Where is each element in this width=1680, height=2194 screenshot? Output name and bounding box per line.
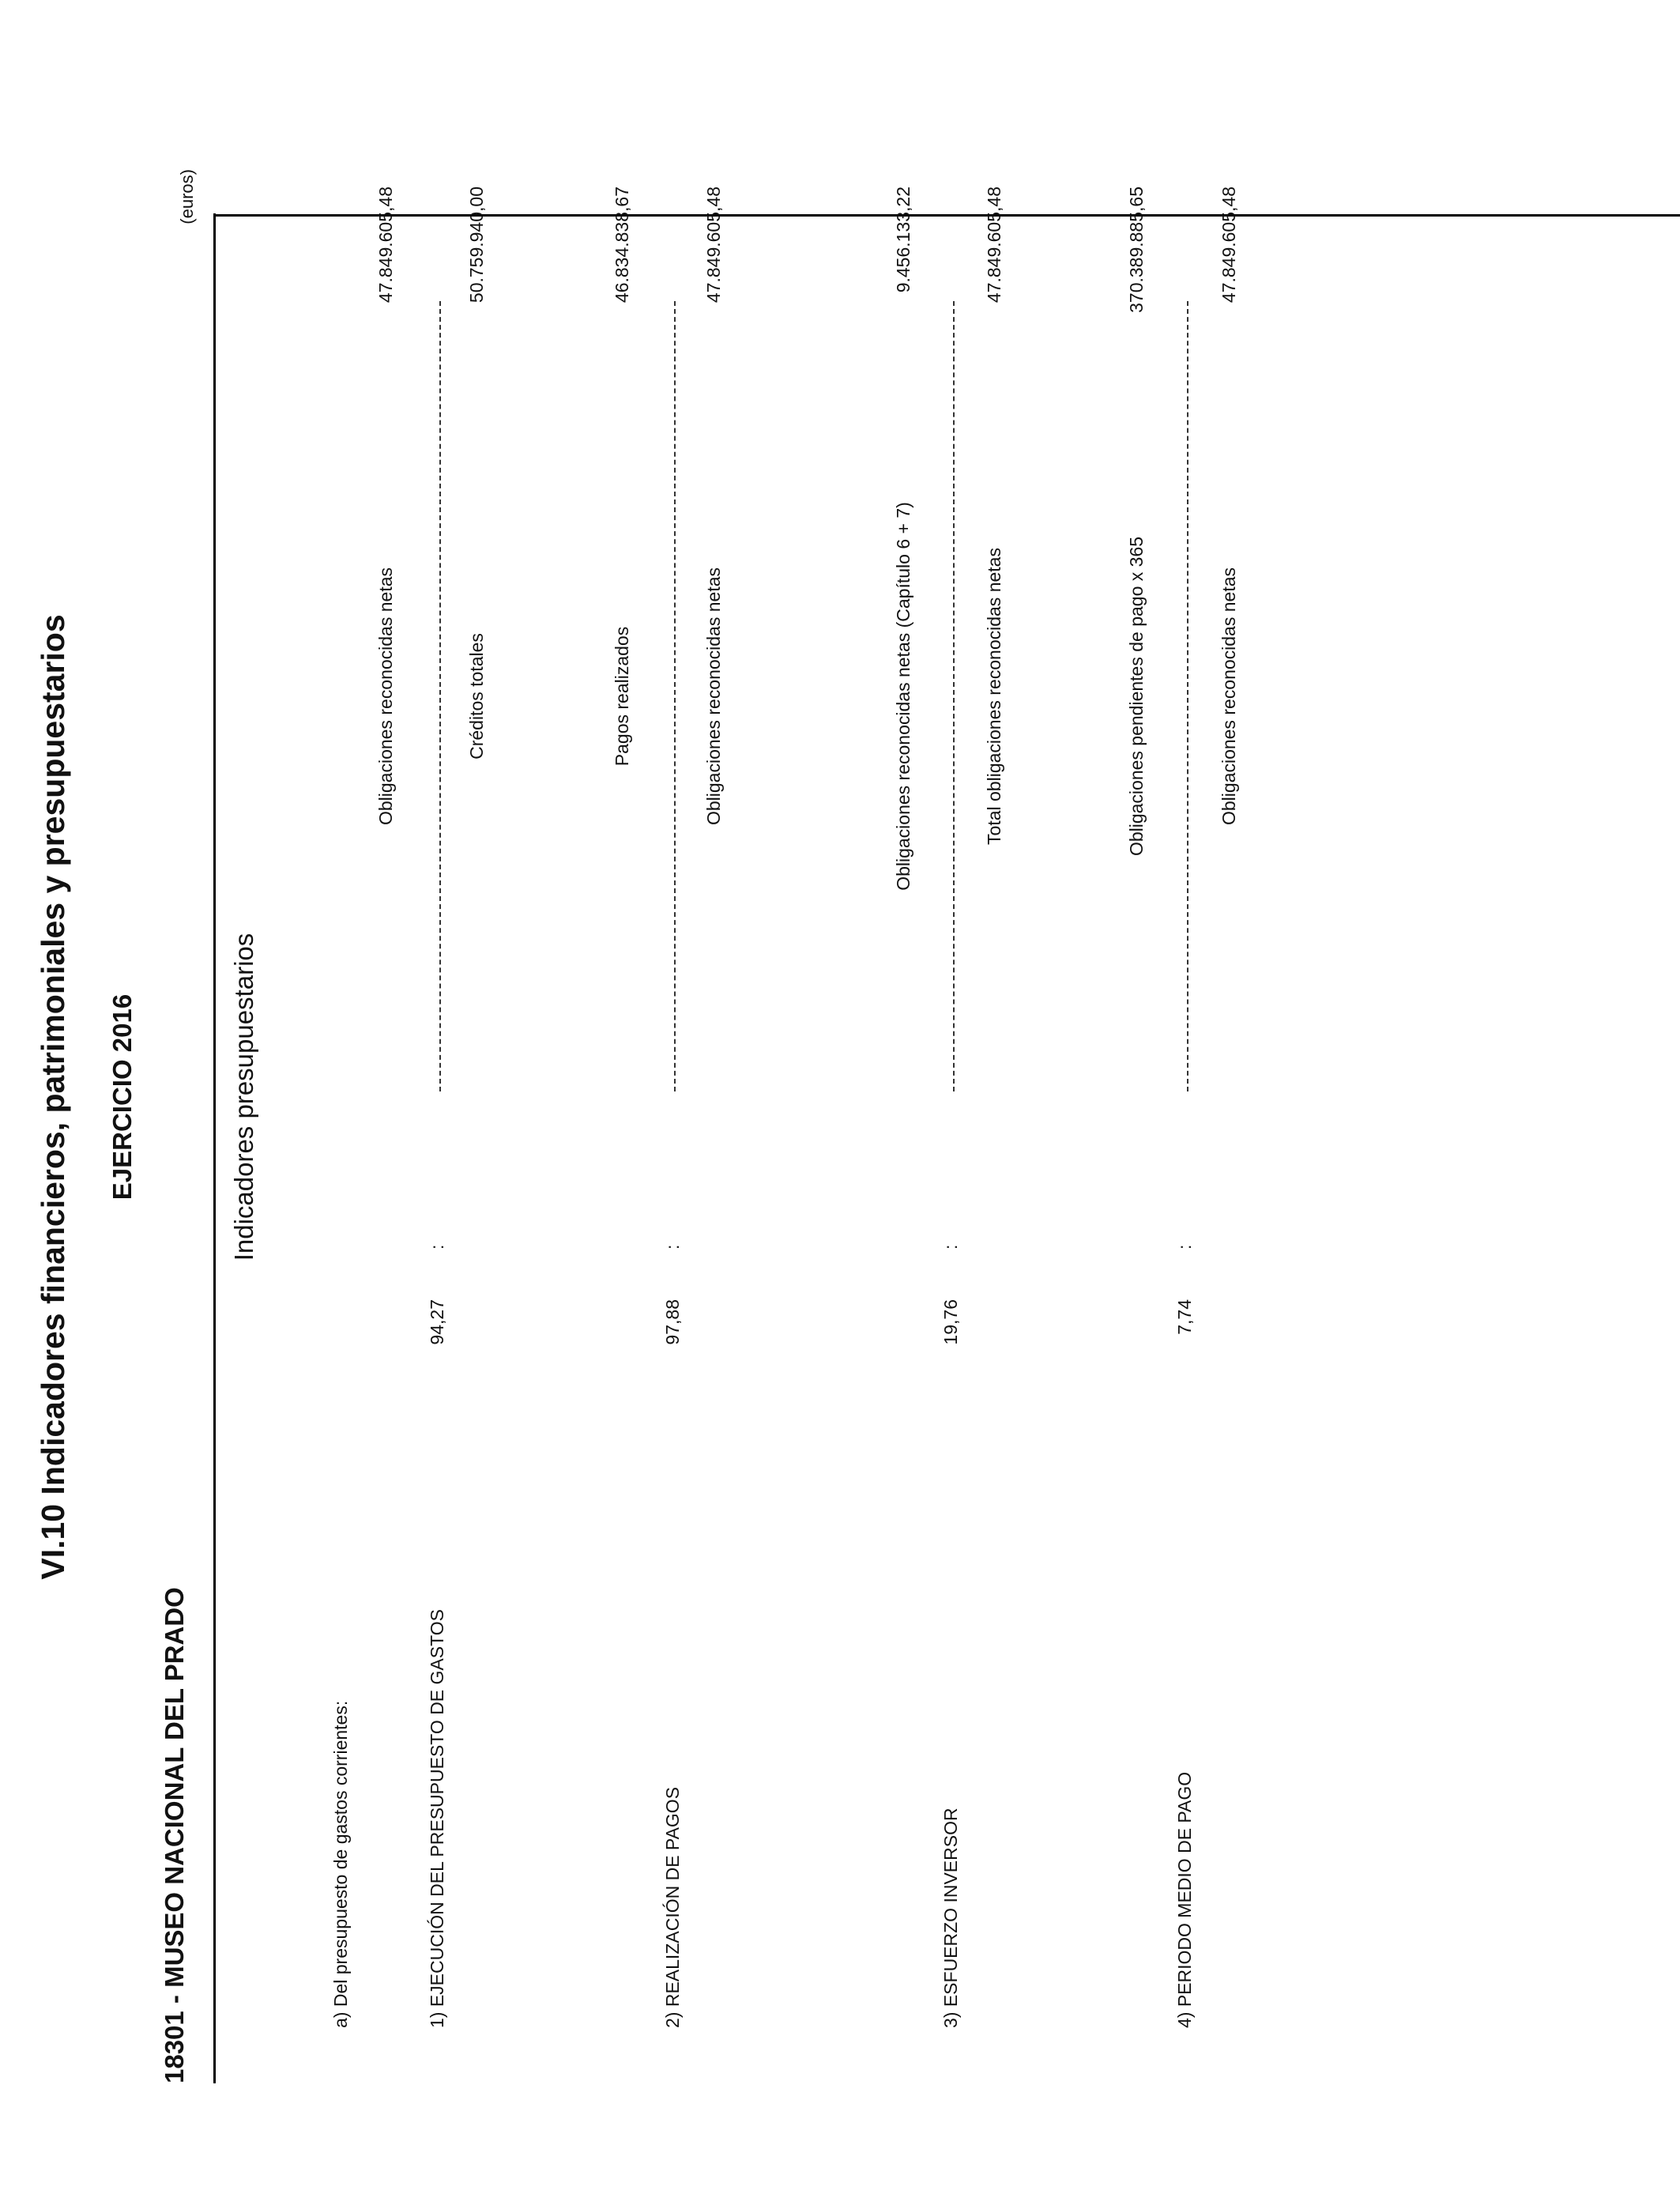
denominator-label: Créditos totales (466, 633, 487, 760)
fraction-line (439, 301, 441, 1091)
colon-separator: : (427, 1244, 447, 1250)
denominator-label: Total obligaciones reconocidas netas (984, 548, 1004, 845)
report-title: VI.10 Indicadores financieros, patrimoniales y presupuestarios (35, 614, 71, 1580)
indicator-label: 4) PERIODO MEDIO DE PAGO (1174, 1771, 1195, 2028)
indicator-value: 19,76 (940, 1299, 961, 1345)
denominator-value: 47.849.605,48 (1219, 187, 1239, 303)
colon-separator: : (940, 1244, 961, 1250)
denominator-value: 47.849.605,48 (703, 187, 724, 303)
denominator-value: 50.759.940,00 (466, 187, 487, 303)
numerator-value: 46.834.838,67 (612, 187, 632, 303)
indicator-value: 94,27 (427, 1299, 447, 1345)
indicator-label: 1) EJECUCIÓN DEL PRESUPUESTO DE GASTOS (427, 1609, 447, 2028)
numerator-value: 9.456.133,22 (893, 187, 913, 293)
right-frame-rule (213, 214, 1680, 217)
colon-separator: : (1174, 1244, 1195, 1250)
fraction-line (674, 301, 676, 1091)
header-rule (213, 213, 216, 2083)
denominator-value: 47.849.605,48 (984, 187, 1004, 303)
fraction-line (953, 301, 955, 1091)
numerator-value: 47.849.605,48 (375, 187, 396, 303)
indicator-label: 3) ESFUERZO INVERSOR (940, 1808, 961, 2028)
numerator-label: Obligaciones reconocidas netas (Capítulo 6 + 7) (893, 502, 913, 891)
indicator-value: 97,88 (662, 1299, 683, 1345)
fraction-line (1187, 301, 1188, 1091)
indicator-value: 7,74 (1174, 1299, 1195, 1335)
section-title: Indicadores presupuestarios (229, 933, 258, 1261)
colon-separator: : (662, 1244, 683, 1250)
denominator-label: Obligaciones reconocidas netas (703, 567, 724, 826)
denominator-label: Obligaciones reconocidas netas (1219, 567, 1239, 826)
numerator-label: Obligaciones reconocidas netas (375, 567, 396, 826)
fiscal-year: EJERCICIO 2016 (107, 993, 137, 1201)
numerator-label: Pagos realizados (612, 626, 632, 767)
unit-label: (euros) (177, 169, 197, 224)
indicator-label: 2) REALIZACIÓN DE PAGOS (662, 1786, 683, 2028)
entity-name: 18301 - MUSEO NACIONAL DEL PRADO (160, 1587, 189, 2083)
numerator-label: Obligaciones pendientes de pago x 365 (1126, 536, 1147, 857)
intro-label: a) Del presupuesto de gastos corrientes: (330, 1700, 351, 2028)
numerator-value: 370.389.885,65 (1126, 187, 1147, 313)
